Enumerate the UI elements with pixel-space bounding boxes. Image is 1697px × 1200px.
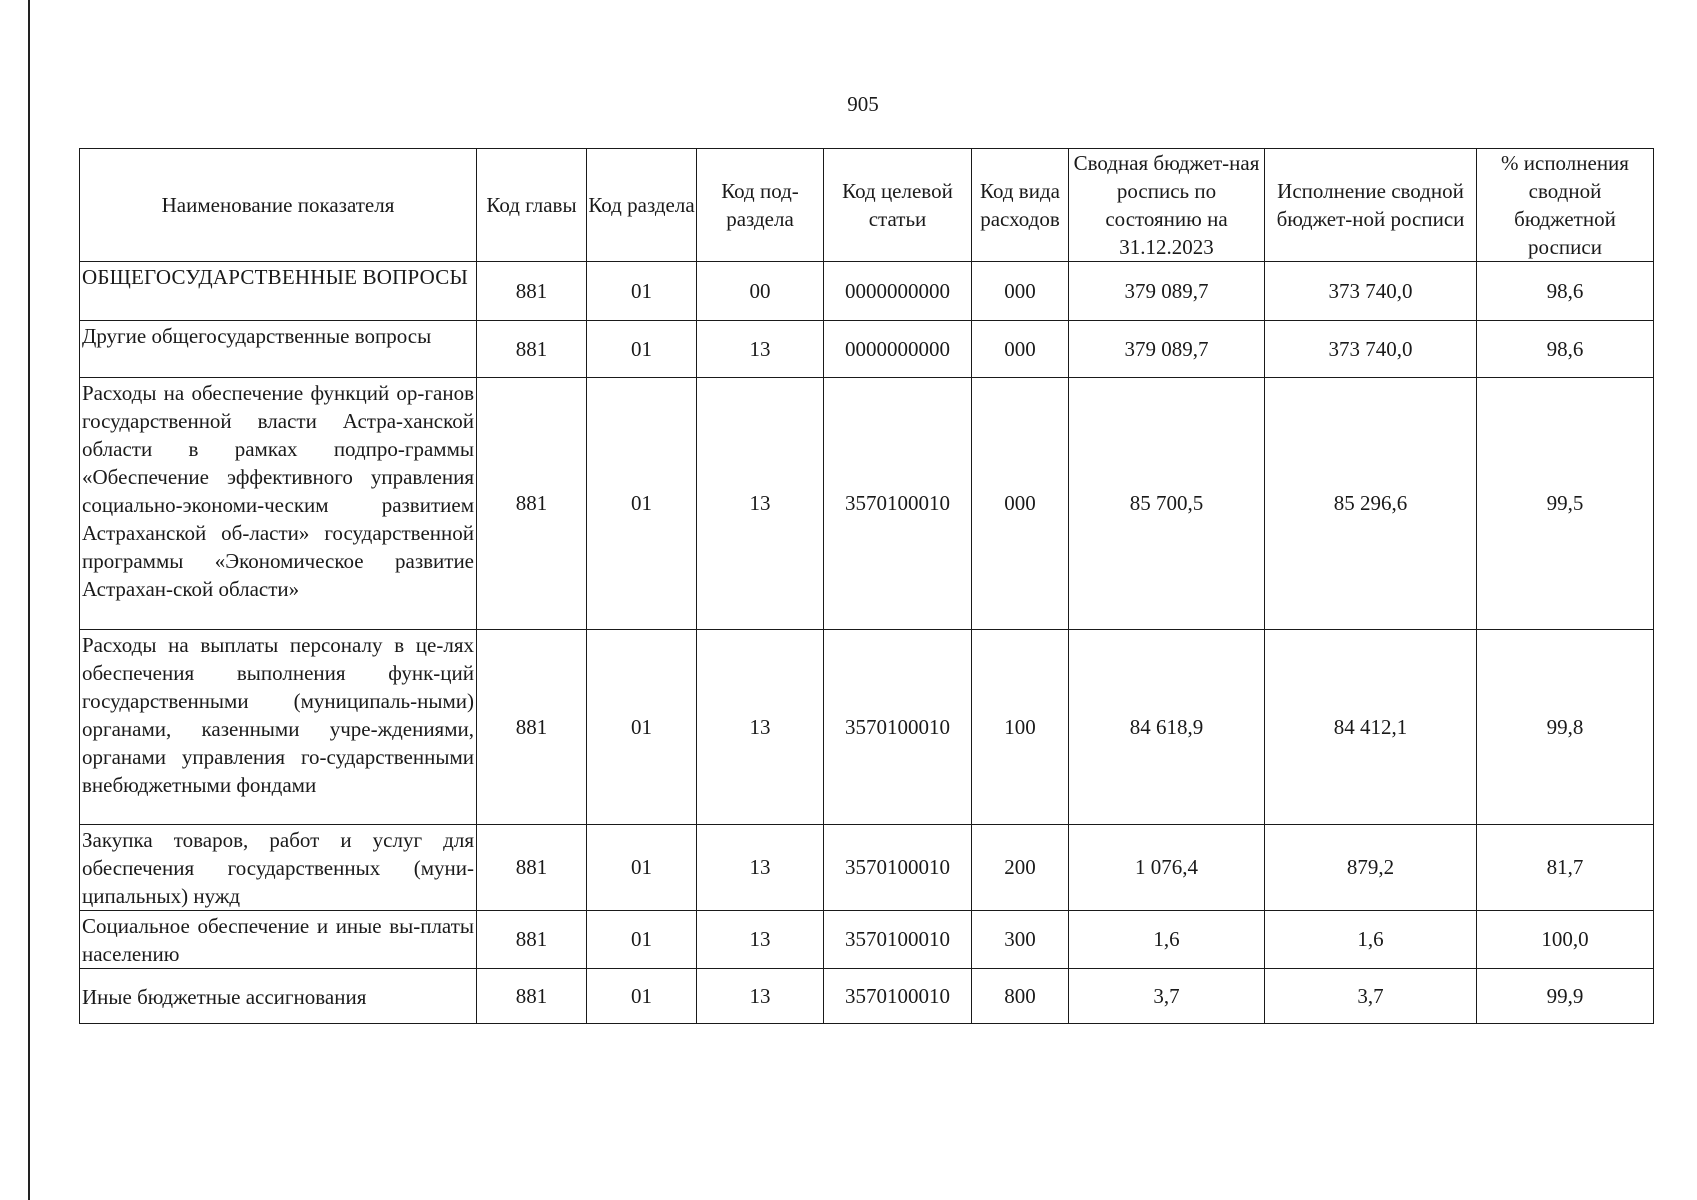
row-expense-type: 000 (972, 262, 1069, 321)
row-section: 01 (587, 825, 697, 911)
budget-execution-table (79, 148, 1654, 1024)
header-percent: % исполнения сводной бюджетной росписи (1477, 149, 1654, 262)
row-expense-type: 800 (972, 969, 1069, 1024)
row-chapter: 881 (477, 321, 587, 378)
row-budget-plan: 379 089,7 (1069, 262, 1265, 321)
row-percent: 99,5 (1477, 378, 1654, 630)
header-target-code: Код целевой статьи (824, 149, 972, 262)
row-expense-type: 000 (972, 321, 1069, 378)
row-percent: 99,8 (1477, 630, 1654, 825)
table-row (80, 262, 1654, 321)
row-execution: 879,2 (1265, 825, 1477, 911)
row-expense-type: 200 (972, 825, 1069, 911)
row-target: 0000000000 (824, 262, 972, 321)
row-target: 0000000000 (824, 321, 972, 378)
row-percent: 98,6 (1477, 262, 1654, 321)
row-name: Социальное обеспечение и иные вы-платы населению (80, 911, 477, 969)
row-expense-type: 000 (972, 378, 1069, 630)
row-budget-plan: 1,6 (1069, 911, 1265, 969)
header-subsection-code: Код под-раздела (697, 149, 824, 262)
row-name: ОБЩЕГОСУДАРСТВЕННЫЕ ВОПРОСЫ (80, 262, 477, 321)
row-chapter: 881 (477, 969, 587, 1024)
row-percent: 98,6 (1477, 321, 1654, 378)
row-section: 01 (587, 911, 697, 969)
header-expense-type-code: Код вида расходов (972, 149, 1069, 262)
row-target: 3570100010 (824, 630, 972, 825)
row-budget-plan: 84 618,9 (1069, 630, 1265, 825)
row-name: Иные бюджетные ассигнования (80, 969, 477, 1024)
row-name: Расходы на обеспечение функций ор-ганов государственной власти Астра-ханской области в рамках подпро-граммы «Обеспечение эффективного управления социально-экономи-ческим развитием Астраханской об-ласти» государственной программы «Экономическое развитие Астрахан-ской области» (80, 378, 477, 630)
row-execution: 85 296,6 (1265, 378, 1477, 630)
row-name: Закупка товаров, работ и услуг для обеспечения государственных (муни-ципальных) нужд (80, 825, 477, 911)
table-row (80, 321, 1654, 378)
row-target: 3570100010 (824, 378, 972, 630)
row-subsection: 13 (697, 630, 824, 825)
row-budget-plan: 379 089,7 (1069, 321, 1265, 378)
page-number: 905 (847, 92, 879, 116)
header-section-code: Код раздела (587, 149, 697, 262)
row-subsection: 13 (697, 321, 824, 378)
row-section: 01 (587, 262, 697, 321)
table-row (80, 911, 1654, 969)
row-budget-plan: 1 076,4 (1069, 825, 1265, 911)
row-section: 01 (587, 969, 697, 1024)
table-row (80, 378, 1654, 630)
row-percent: 81,7 (1477, 825, 1654, 911)
row-expense-type: 100 (972, 630, 1069, 825)
row-execution: 84 412,1 (1265, 630, 1477, 825)
table-row (80, 630, 1654, 825)
row-name: Другие общегосударственные вопросы (80, 321, 477, 378)
row-execution: 373 740,0 (1265, 321, 1477, 378)
row-execution: 1,6 (1265, 911, 1477, 969)
row-budget-plan: 85 700,5 (1069, 378, 1265, 630)
row-subsection: 13 (697, 825, 824, 911)
row-budget-plan: 3,7 (1069, 969, 1265, 1024)
row-expense-type: 300 (972, 911, 1069, 969)
row-execution: 373 740,0 (1265, 262, 1477, 321)
row-target: 3570100010 (824, 969, 972, 1024)
row-execution: 3,7 (1265, 969, 1477, 1024)
header-execution: Исполнение сводной бюджет-ной росписи (1265, 149, 1477, 262)
row-chapter: 881 (477, 262, 587, 321)
row-subsection: 13 (697, 911, 824, 969)
binding-margin-line (28, 0, 30, 1200)
row-subsection: 13 (697, 378, 824, 630)
row-percent: 99,9 (1477, 969, 1654, 1024)
row-percent: 100,0 (1477, 911, 1654, 969)
row-target: 3570100010 (824, 911, 972, 969)
row-subsection: 13 (697, 969, 824, 1024)
row-section: 01 (587, 378, 697, 630)
row-section: 01 (587, 321, 697, 378)
header-chapter-code: Код главы (477, 149, 587, 262)
header-budget-plan: Сводная бюджет-ная роспись по состоянию на 31.12.2023 (1069, 149, 1265, 262)
row-section: 01 (587, 630, 697, 825)
header-name: Наименование показателя (80, 149, 477, 262)
table-row (80, 969, 1654, 1024)
table-row (80, 825, 1654, 911)
row-chapter: 881 (477, 911, 587, 969)
row-chapter: 881 (477, 378, 587, 630)
row-target: 3570100010 (824, 825, 972, 911)
row-subsection: 00 (697, 262, 824, 321)
table-header-row (80, 149, 1654, 262)
row-name: Расходы на выплаты персоналу в це-лях обеспечения выполнения функ-ций государственными (муниципаль-ными) органами, казенными учре-ждениями, органами управления го-сударственными внебюджетными фондами (80, 630, 477, 825)
row-chapter: 881 (477, 825, 587, 911)
row-chapter: 881 (477, 630, 587, 825)
